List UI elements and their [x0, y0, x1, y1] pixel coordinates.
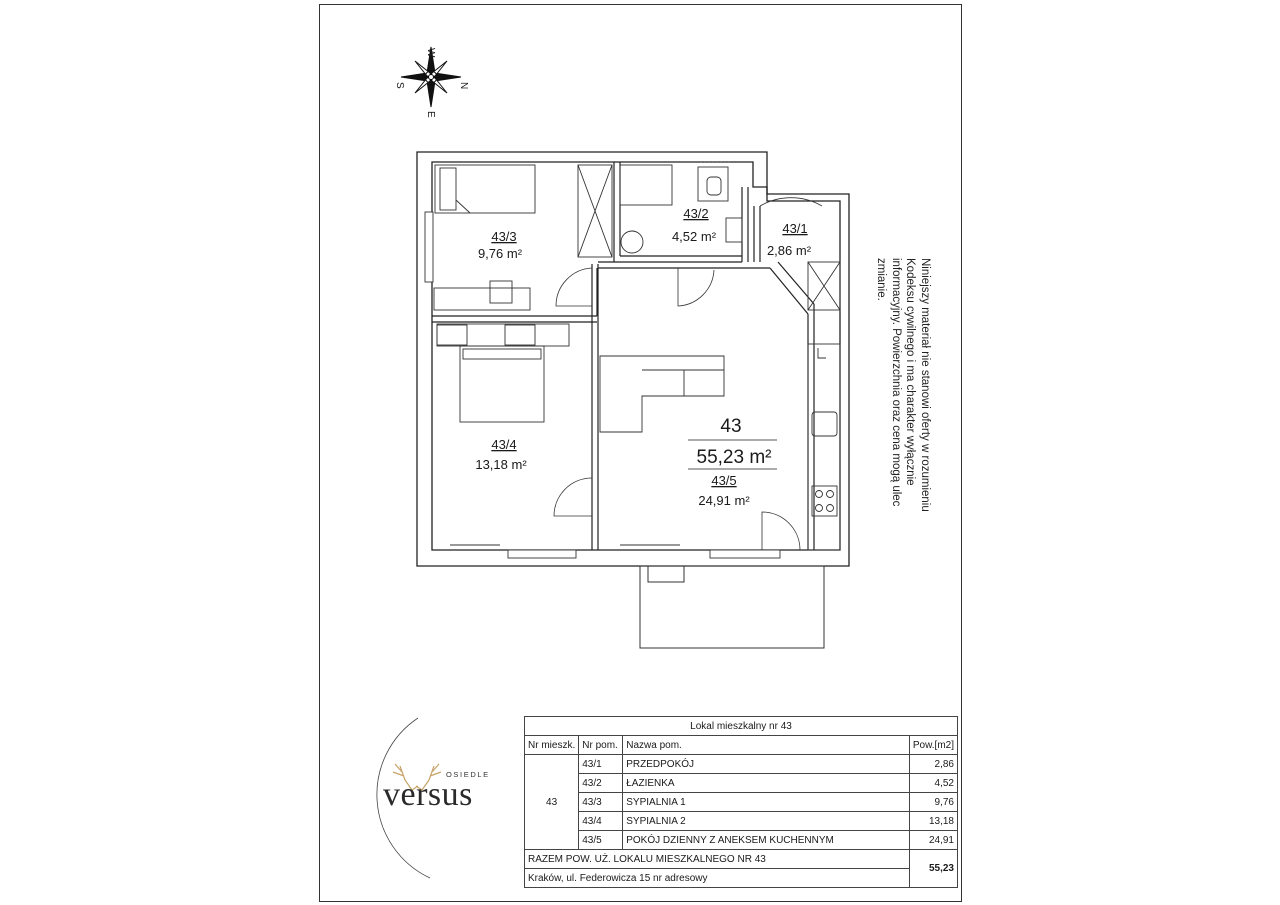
table-row [525, 755, 958, 774]
compass-n-label: N [458, 82, 469, 90]
room-name-cell: ŁAZIENKA [623, 774, 910, 793]
window-living [620, 545, 780, 558]
table-row [525, 812, 958, 831]
door-bedroom2 [554, 478, 592, 516]
balcony [640, 566, 824, 648]
window-bedroom2 [450, 545, 576, 558]
apartment-total-area: 55,23 m² [696, 447, 772, 468]
room-name-cell: SYPIALNIA 1 [623, 793, 910, 812]
window-bedroom1 [425, 212, 433, 282]
room-area-cell: 9,76 [909, 793, 957, 812]
room-43-2-id: 43/2 [683, 206, 709, 221]
room-43-5-id: 43/5 [711, 473, 737, 488]
kitchen-counter [808, 344, 840, 550]
header-room-name: Nazwa pom. [623, 736, 910, 755]
apt-number-cell: 43 [525, 755, 579, 850]
room-43-4-id: 43/4 [491, 437, 517, 452]
header-apt-number: Nr mieszk. [525, 736, 579, 755]
room-43-1-area: 2,86 m² [766, 243, 812, 258]
room-43-3-area: 9,76 m² [477, 246, 523, 261]
sofa [600, 356, 724, 432]
compass-w-label: W [425, 48, 436, 58]
desk-1 [434, 281, 530, 310]
room-number-cell: 43/4 [579, 812, 623, 831]
room-area-cell: 24,91 [909, 831, 957, 850]
room-43-1-id: 43/1 [782, 221, 808, 236]
balcony-door [762, 512, 800, 550]
room-43-5-area: 24,91 m² [698, 493, 750, 508]
compass-e-label: E [425, 111, 436, 118]
hall-wardrobe [808, 262, 840, 310]
door-bathroom [678, 268, 714, 306]
room-area-cell: 13,18 [909, 812, 957, 831]
room-number-cell: 43/1 [579, 755, 623, 774]
wardrobe-1 [578, 165, 612, 257]
room-name-cell: PRZEDPOKÓJ [623, 755, 910, 774]
total-value: 55,23 [909, 850, 957, 888]
total-label: RAZEM POW. UŻ. LOKALU MIESZKALNEGO NR 43 [525, 850, 910, 869]
table-row [525, 831, 958, 850]
entrance-door [760, 198, 822, 206]
room-number-cell: 43/2 [579, 774, 623, 793]
room-43-3-id: 43/3 [491, 229, 517, 244]
room-number-cell: 43/3 [579, 793, 623, 812]
compass-s-label: S [394, 82, 405, 89]
address-text: Kraków, ul. Federowicza 15 nr adresowy [525, 869, 910, 888]
logo-name: versus [383, 776, 473, 813]
header-room-number: Nr pom. [579, 736, 623, 755]
room-area-cell: 2,86 [909, 755, 957, 774]
logo-prefix: OSIEDLE [446, 770, 490, 779]
table-title: Lokal mieszkalny nr 43 [525, 717, 958, 736]
apartment-number: 43 [720, 416, 742, 437]
bed-single [435, 165, 535, 213]
room-area-cell: 4,52 [909, 774, 957, 793]
room-number-cell: 43/5 [579, 831, 623, 850]
bed-double [437, 325, 544, 422]
header-area: Pow.[m2] [909, 736, 957, 755]
room-43-4-area: 13,18 m² [475, 457, 527, 472]
room-43-2-area: 4,52 m² [671, 229, 717, 244]
table-row [525, 793, 958, 812]
table-row [525, 774, 958, 793]
room-name-cell: POKÓJ DZIENNY Z ANEKSEM KUCHENNYM [623, 831, 910, 850]
room-area-table [524, 716, 958, 888]
disclaimer-text: Niniejszy materiał nie stanowi oferty w rozumieniu Kodeksu cywilnego i ma charakter wyłącznie informacyjny. Powierzchnia oraz cena mogą ulec zmianie. [875, 258, 931, 512]
door-bedroom1 [556, 268, 592, 306]
room-name-cell: SYPIALNIA 2 [623, 812, 910, 831]
wardrobe-2 [437, 324, 569, 346]
